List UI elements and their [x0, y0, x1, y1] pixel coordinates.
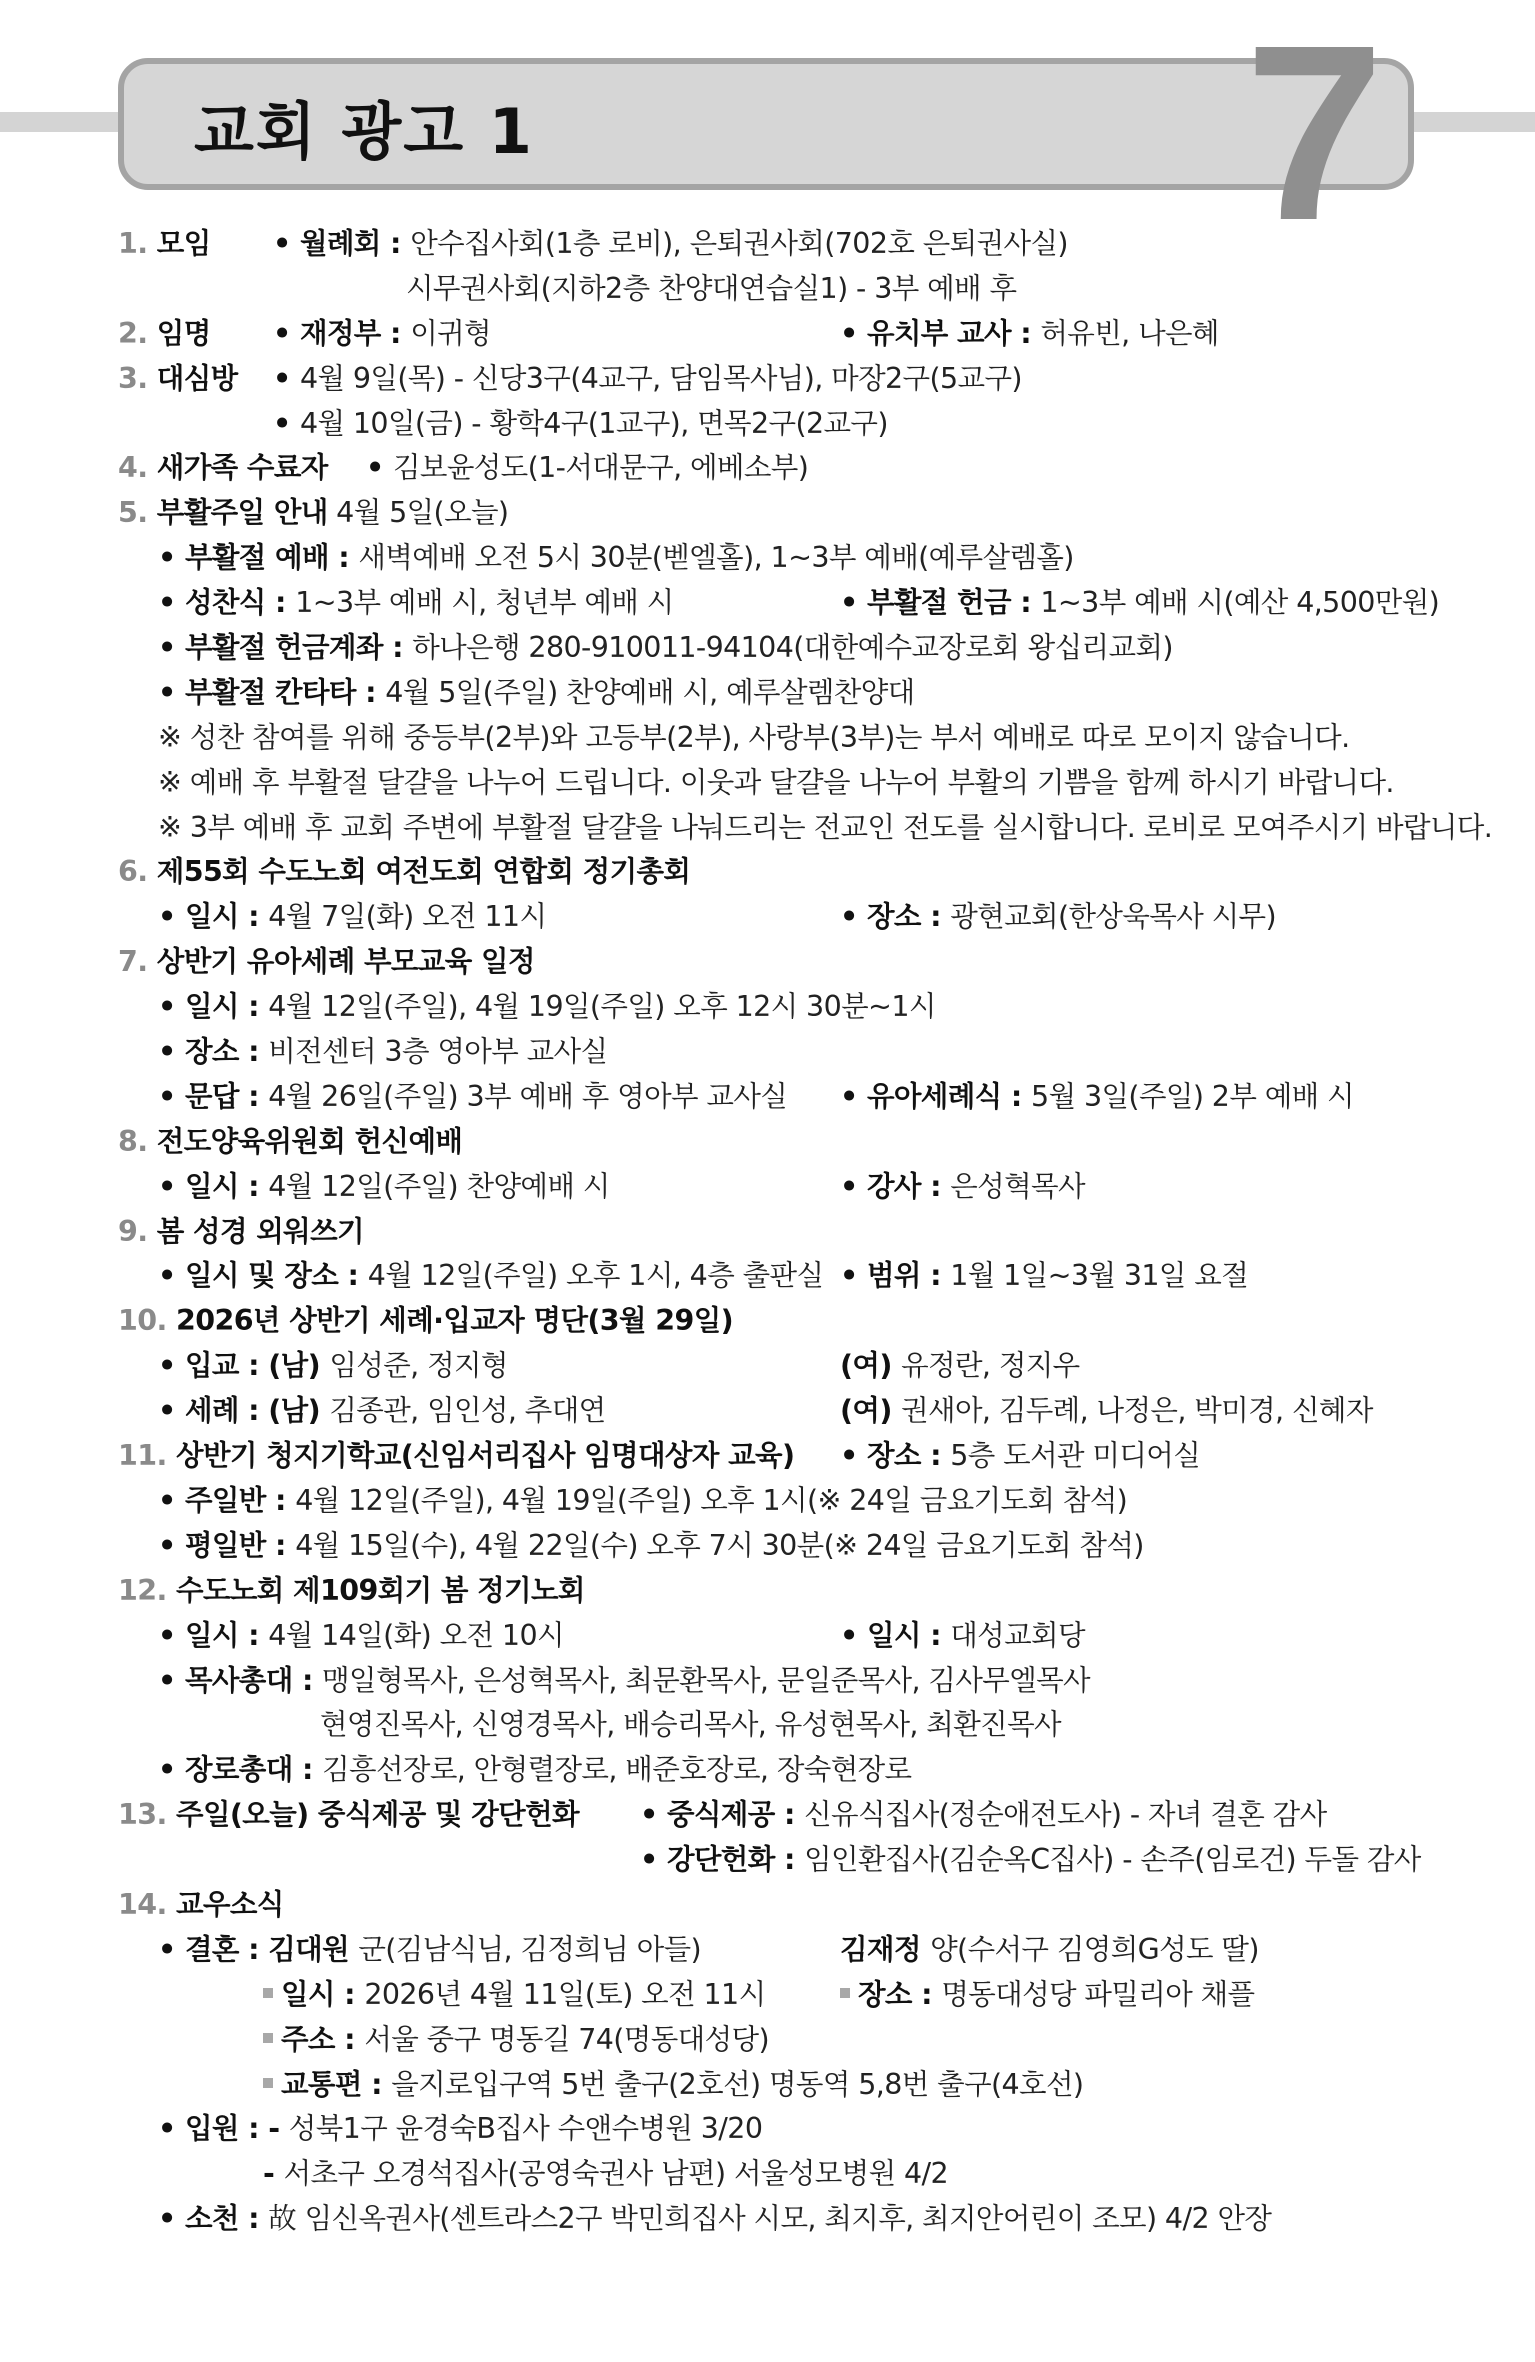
line-segment-group	[118, 1883, 284, 1928]
item-label: • 부활절 예배 :	[158, 541, 359, 575]
announcement-line	[118, 2018, 1438, 2063]
announcement-line	[118, 2152, 1438, 2197]
line-segment-group	[840, 1434, 1200, 1479]
item-label: (여)	[840, 1349, 902, 1383]
line-segment-group	[158, 2197, 1271, 2242]
line-segment-group	[840, 1075, 1354, 1120]
item-label: • 일시 :	[158, 900, 269, 934]
item-text: 맹일형목사, 은성혁목사, 최문환목사, 문일준목사, 김사무엘목사	[322, 1663, 1090, 1697]
line-segment-group	[158, 761, 1394, 806]
item-label: •	[366, 451, 393, 485]
item-label: • 장소 :	[840, 1439, 951, 1473]
announcement-line	[118, 2197, 1438, 2242]
item-text: 5층 도서관 미디어실	[950, 1439, 1201, 1473]
item-text: 시무권사회(지하2층 찬양대연습실1) - 3부 예배 후	[406, 271, 1017, 305]
announcement-line	[118, 446, 1438, 491]
item-number: 2.	[118, 316, 157, 350]
item-text: 서초구 오경석집사(공영숙권사 남편) 서울성모병원 4/2	[283, 2157, 949, 2191]
announcement-line	[118, 1389, 1438, 1434]
line-segment-group	[640, 1793, 1327, 1838]
line-segment-group	[840, 1389, 1373, 1434]
item-label: • 주일반 :	[158, 1483, 296, 1517]
item-text: 4월 5일(오늘)	[327, 496, 509, 530]
item-title: 제55회 수도노회 여전도회 연합회 정기총회	[156, 855, 691, 889]
item-label: -	[263, 2157, 284, 2191]
line-segment-group	[158, 1165, 610, 1210]
item-number: 9.	[118, 1214, 157, 1248]
announcement-line	[118, 895, 1438, 940]
item-label: • 결혼 : 김대원	[158, 1932, 359, 1966]
announcement-line	[118, 1524, 1438, 1569]
square-bullet-icon	[840, 1988, 850, 1998]
line-segment-group	[118, 1210, 364, 1255]
item-label: (여)	[840, 1394, 902, 1428]
line-segment-group	[263, 2018, 769, 2063]
item-label: • 목사총대 :	[158, 1663, 323, 1697]
item-text: 양(수서구 김영희G성도 딸)	[930, 1932, 1259, 1966]
item-text: 김보윤성도(1-서대문구, 에베소부)	[392, 451, 809, 485]
item-text: 김종관, 임인성, 추대연	[329, 1394, 606, 1428]
line-segment-group	[118, 446, 328, 491]
item-title: 2026년 상반기 세례·입교자 명단(3월 29일)	[176, 1304, 734, 1338]
announcement-line	[118, 2063, 1438, 2108]
item-text: 유정란, 정지우	[901, 1349, 1080, 1383]
item-number: 13.	[118, 1798, 177, 1832]
line-segment-group	[840, 1254, 1248, 1299]
item-title: 봄 성경 외워쓰기	[156, 1214, 364, 1248]
line-segment-group	[263, 2152, 948, 2197]
line-segment-group	[840, 581, 1439, 626]
page-title: 교회 광고 1	[194, 95, 534, 168]
item-text: 4월 15일(수), 4월 22일(수) 오후 7시 30분(※ 24일 금요기도회 참석)	[295, 1528, 1144, 1562]
item-title: 모임	[156, 227, 211, 260]
announcement-line	[118, 985, 1438, 1030]
line-segment-group	[158, 536, 1074, 581]
announcement-line	[118, 1299, 1438, 1344]
item-label: • 월례회 :	[273, 227, 411, 260]
item-label: • 장소 :	[840, 900, 951, 934]
item-label: • 재정부 :	[273, 316, 411, 350]
announcement-line	[118, 1793, 1438, 1838]
item-label: 일시 :	[281, 1977, 365, 2011]
item-text: 4월 14일(화) 오전 10시	[268, 1618, 564, 1652]
item-number: 8.	[118, 1124, 157, 1158]
item-label: • 일시 :	[158, 1618, 269, 1652]
item-text: 군(김남식님, 김정희님 아들)	[358, 1932, 702, 1966]
item-text: 4월 12일(주일), 4월 19일(주일) 오후 1시(※ 24일 금요기도회 참석)	[295, 1483, 1128, 1517]
page-number: 7	[1245, 0, 1385, 272]
announcement-line	[118, 1748, 1438, 1793]
item-label: 주소 :	[281, 2022, 365, 2056]
item-number: 5.	[118, 496, 157, 530]
line-segment-group	[158, 1614, 564, 1659]
item-title: 수도노회 제109회기 봄 정기노회	[176, 1573, 585, 1607]
item-label: • 성찬식 :	[158, 586, 296, 620]
item-title: 교우소식	[176, 1887, 284, 1921]
item-label: • 장로총대 :	[158, 1753, 323, 1787]
line-segment-group	[840, 1344, 1080, 1389]
item-title: 부활주일 안내	[156, 496, 328, 530]
item-label: • 일시 및 장소 :	[158, 1259, 368, 1293]
line-segment-group	[118, 1120, 462, 1165]
item-label: • 소천 :	[158, 2202, 269, 2236]
line-segment-group	[320, 1703, 1061, 1748]
item-title: 전도양육위원회 헌신예배	[156, 1124, 463, 1158]
line-segment-group	[158, 1389, 606, 1434]
line-segment-group	[158, 1659, 1090, 1704]
item-label: • 강단헌화 :	[640, 1843, 805, 1877]
item-label: 장소 :	[858, 1977, 942, 2011]
line-segment-group	[118, 1569, 585, 1614]
line-segment-group	[158, 1524, 1144, 1569]
line-segment-group	[273, 222, 1068, 267]
announcement-line	[118, 1075, 1438, 1120]
line-segment-group	[263, 1973, 766, 2018]
item-text: ※ 3부 예배 후 교회 주변에 부활절 달걀을 나눠드리는 전교인 전도를 실시합니다. 로비로 모여주시기 바랍니다.	[158, 810, 1493, 844]
line-segment-group	[158, 1075, 787, 1120]
announcement-line	[118, 1883, 1438, 1928]
item-text: 1~3부 예배 시(예산 4,500만원)	[1040, 586, 1440, 620]
item-text: 광현교회(한상욱목사 시무)	[950, 900, 1276, 934]
item-number: 12.	[118, 1573, 177, 1607]
announcement-line	[118, 357, 1438, 402]
announcement-line	[118, 1434, 1438, 1479]
line-segment-group	[158, 581, 674, 626]
item-number: 10.	[118, 1304, 177, 1338]
item-label: • 문답 :	[158, 1079, 269, 1113]
line-segment-group	[158, 1479, 1127, 1524]
announcement-line	[118, 716, 1438, 761]
item-text: 4월 12일(주일) 찬양예배 시	[268, 1169, 610, 1203]
item-label: • 일시 :	[840, 1618, 951, 1652]
item-text: 새벽예배 오전 5시 30분(벧엘홀), 1~3부 예배(예루살렘홀)	[358, 541, 1074, 575]
item-text: 1월 1일~3월 31일 요절	[950, 1259, 1249, 1293]
announcement-line	[118, 1479, 1438, 1524]
announcement-line	[118, 1165, 1438, 1210]
line-segment-group	[118, 357, 238, 402]
announcement-line	[118, 1254, 1438, 1299]
announcement-line	[118, 1210, 1438, 1255]
announcement-line	[118, 761, 1438, 806]
line-segment-group	[158, 985, 936, 1030]
announcement-line	[118, 850, 1438, 895]
item-text: 안수집사회(1층 로비), 은퇴권사회(702호 은퇴권사실)	[410, 227, 1068, 260]
line-segment-group	[366, 446, 808, 491]
item-text: 허유빈, 나은혜	[1040, 316, 1219, 350]
item-text: 은성혁목사	[950, 1169, 1085, 1203]
line-segment-group	[158, 1928, 701, 1973]
item-text: 4월 12일(주일) 오후 1시, 4층 출판실	[367, 1259, 824, 1293]
line-segment-group	[840, 1973, 1254, 2018]
item-label: • 평일반 :	[158, 1528, 296, 1562]
item-text: 故 임신옥권사(센트라스2구 박민희집사 시모, 최지후, 최지안어린이 조모) 4/2 안장	[268, 2202, 1272, 2236]
announcement-line	[118, 491, 1438, 536]
item-text: 임인환집사(김순옥C집사) - 손주(임로건) 두돌 감사	[804, 1843, 1421, 1877]
item-text: 1~3부 예배 시, 청년부 예배 시	[295, 586, 674, 620]
item-text: 4월 12일(주일), 4월 19일(주일) 오후 12시 30분~1시	[268, 990, 936, 1024]
announcement-line	[118, 312, 1438, 357]
line-segment-group	[158, 895, 546, 940]
line-segment-group	[118, 1299, 733, 1344]
item-title: 주일(오늘) 중식제공 및 강단헌화	[176, 1798, 579, 1832]
item-text: 4월 7일(화) 오전 11시	[268, 900, 547, 934]
item-label: • 범위 :	[840, 1259, 951, 1293]
announcement-line	[118, 1928, 1438, 1973]
announcement-line	[118, 626, 1438, 671]
item-number: 7.	[118, 945, 157, 979]
line-segment-group	[273, 402, 888, 447]
item-number: 14.	[118, 1887, 177, 1921]
item-text: 현영진목사, 신영경목사, 배승리목사, 유성현목사, 최환진목사	[320, 1708, 1061, 1742]
item-label: • 중식제공 :	[640, 1798, 805, 1832]
line-segment-group	[840, 312, 1219, 357]
item-text: 4월 5일(주일) 찬양예배 시, 예루살렘찬양대	[385, 675, 915, 709]
line-segment-group	[158, 2107, 762, 2152]
line-segment-group	[118, 940, 535, 985]
item-label: • 강사 :	[840, 1169, 951, 1203]
item-text: 비전센터 3층 영아부 교사실	[268, 1035, 608, 1069]
announcement-line	[118, 402, 1438, 447]
line-segment-group	[118, 1434, 794, 1479]
item-label: •	[273, 406, 300, 440]
item-text: 4월 10일(금) - 황학4구(1교구), 면목2구(2교구)	[299, 406, 888, 440]
line-segment-group	[158, 1344, 508, 1389]
line-segment-group	[118, 491, 508, 536]
item-title: 대심방	[156, 361, 238, 395]
item-text: 5월 3일(주일) 2부 예배 시	[1031, 1079, 1354, 1113]
item-title: 상반기 청지기학교(신임서리집사 임명대상자 교육)	[176, 1439, 795, 1473]
line-segment-group	[158, 1254, 823, 1299]
announcement-list	[118, 222, 1493, 2242]
item-text: 대성교회당	[950, 1618, 1085, 1652]
item-text: 명동대성당 파밀리아 채플	[941, 1977, 1255, 2011]
line-segment-group	[158, 716, 1350, 761]
line-segment-group	[118, 312, 211, 357]
item-text: 김흥선장로, 안형렬장로, 배준호장로, 장숙현장로	[322, 1753, 912, 1787]
line-segment-group	[158, 671, 915, 716]
line-segment-group	[273, 357, 1022, 402]
announcement-line	[118, 222, 1438, 267]
announcement-line	[118, 1344, 1438, 1389]
item-text: 이귀형	[410, 316, 491, 350]
announcement-line	[118, 1703, 1438, 1748]
item-label: • 입원 : -	[158, 2112, 289, 2146]
item-label: • 세례 : (남)	[158, 1394, 330, 1428]
item-text: 임성준, 정지형	[329, 1349, 508, 1383]
item-label: • 유치부 교사 :	[840, 316, 1041, 350]
announcement-line	[118, 2107, 1438, 2152]
announcement-line	[118, 267, 1438, 312]
item-text: 권새아, 김두례, 나정은, 박미경, 신혜자	[901, 1394, 1373, 1428]
line-segment-group	[118, 222, 211, 267]
item-number: 11.	[118, 1439, 177, 1473]
announcement-line	[118, 1838, 1438, 1883]
item-label: • 장소 :	[158, 1035, 269, 1069]
item-title: 새가족 수료자	[156, 451, 328, 485]
item-text: 성북1구 윤경숙B집사 수앤수병원 3/20	[288, 2112, 763, 2146]
page-header	[118, 58, 1414, 190]
item-number: 1.	[118, 227, 157, 260]
item-label: 김재정	[840, 1932, 931, 1966]
item-number: 4.	[118, 451, 157, 485]
announcement-line	[118, 1659, 1438, 1704]
announcement-line	[118, 536, 1438, 581]
line-segment-group	[158, 1748, 912, 1793]
announcement-line	[118, 671, 1438, 716]
item-label: • 입교 : (남)	[158, 1349, 330, 1383]
line-segment-group	[640, 1838, 1421, 1883]
line-segment-group	[273, 312, 491, 357]
item-text: 4월 9일(목) - 신당3구(4교구, 담임목사님), 마장2구(5교구)	[299, 361, 1022, 395]
announcement-line	[118, 1030, 1438, 1075]
line-segment-group	[158, 626, 1173, 671]
item-title: 임명	[156, 316, 211, 350]
line-segment-group	[840, 1165, 1085, 1210]
line-segment-group	[118, 1793, 579, 1838]
item-label: • 유아세례식 :	[840, 1079, 1032, 1113]
item-label: • 부활절 헌금 :	[840, 586, 1041, 620]
line-segment-group	[840, 1614, 1085, 1659]
square-bullet-icon	[263, 1988, 273, 1998]
line-segment-group	[406, 267, 1016, 312]
item-text: 2026년 4월 11일(토) 오전 11시	[364, 1977, 766, 2011]
line-segment-group	[118, 850, 690, 895]
item-text: ※ 예배 후 부활절 달걀을 나누어 드립니다. 이웃과 달걀을 나누어 부활의 기쁨을 함께 하시기 바랍니다.	[158, 765, 1394, 799]
item-text: 신유식집사(정순애전도사) - 자녀 결혼 감사	[804, 1798, 1327, 1832]
item-text: 하나은행 280-910011-94104(대한예수교장로회 왕십리교회)	[412, 631, 1173, 665]
item-label: • 부활절 칸타타 :	[158, 675, 386, 709]
line-segment-group	[263, 2063, 1083, 2108]
item-title: 상반기 유아세례 부모교육 일정	[156, 945, 535, 979]
announcement-line	[118, 1973, 1438, 2018]
square-bullet-icon	[263, 2078, 273, 2088]
item-label: 교통편 :	[281, 2067, 392, 2101]
item-text: 을지로입구역 5번 출구(2호선) 명동역 5,8번 출구(4호선)	[391, 2067, 1084, 2101]
announcement-line	[118, 806, 1493, 851]
item-number: 3.	[118, 361, 157, 395]
announcement-line	[118, 1614, 1438, 1659]
item-text: 서울 중구 명동길 74(명동대성당)	[364, 2022, 769, 2056]
item-label: • 일시 :	[158, 1169, 269, 1203]
item-label: • 부활절 헌금계좌 :	[158, 631, 413, 665]
line-segment-group	[158, 806, 1492, 851]
item-label: •	[273, 361, 300, 395]
line-segment-group	[840, 895, 1276, 940]
item-number: 6.	[118, 855, 157, 889]
item-text: ※ 성찬 참여를 위해 중등부(2부)와 고등부(2부), 사랑부(3부)는 부서 예배로 따로 모이지 않습니다.	[158, 720, 1350, 754]
item-label: • 일시 :	[158, 990, 269, 1024]
square-bullet-icon	[263, 2033, 273, 2043]
announcement-line	[118, 581, 1438, 626]
announcement-line	[118, 940, 1438, 985]
line-segment-group	[158, 1030, 607, 1075]
announcement-line	[118, 1120, 1438, 1165]
line-segment-group	[840, 1928, 1259, 1973]
announcement-line	[118, 1569, 1438, 1614]
item-text: 4월 26일(주일) 3부 예배 후 영아부 교사실	[268, 1079, 788, 1113]
